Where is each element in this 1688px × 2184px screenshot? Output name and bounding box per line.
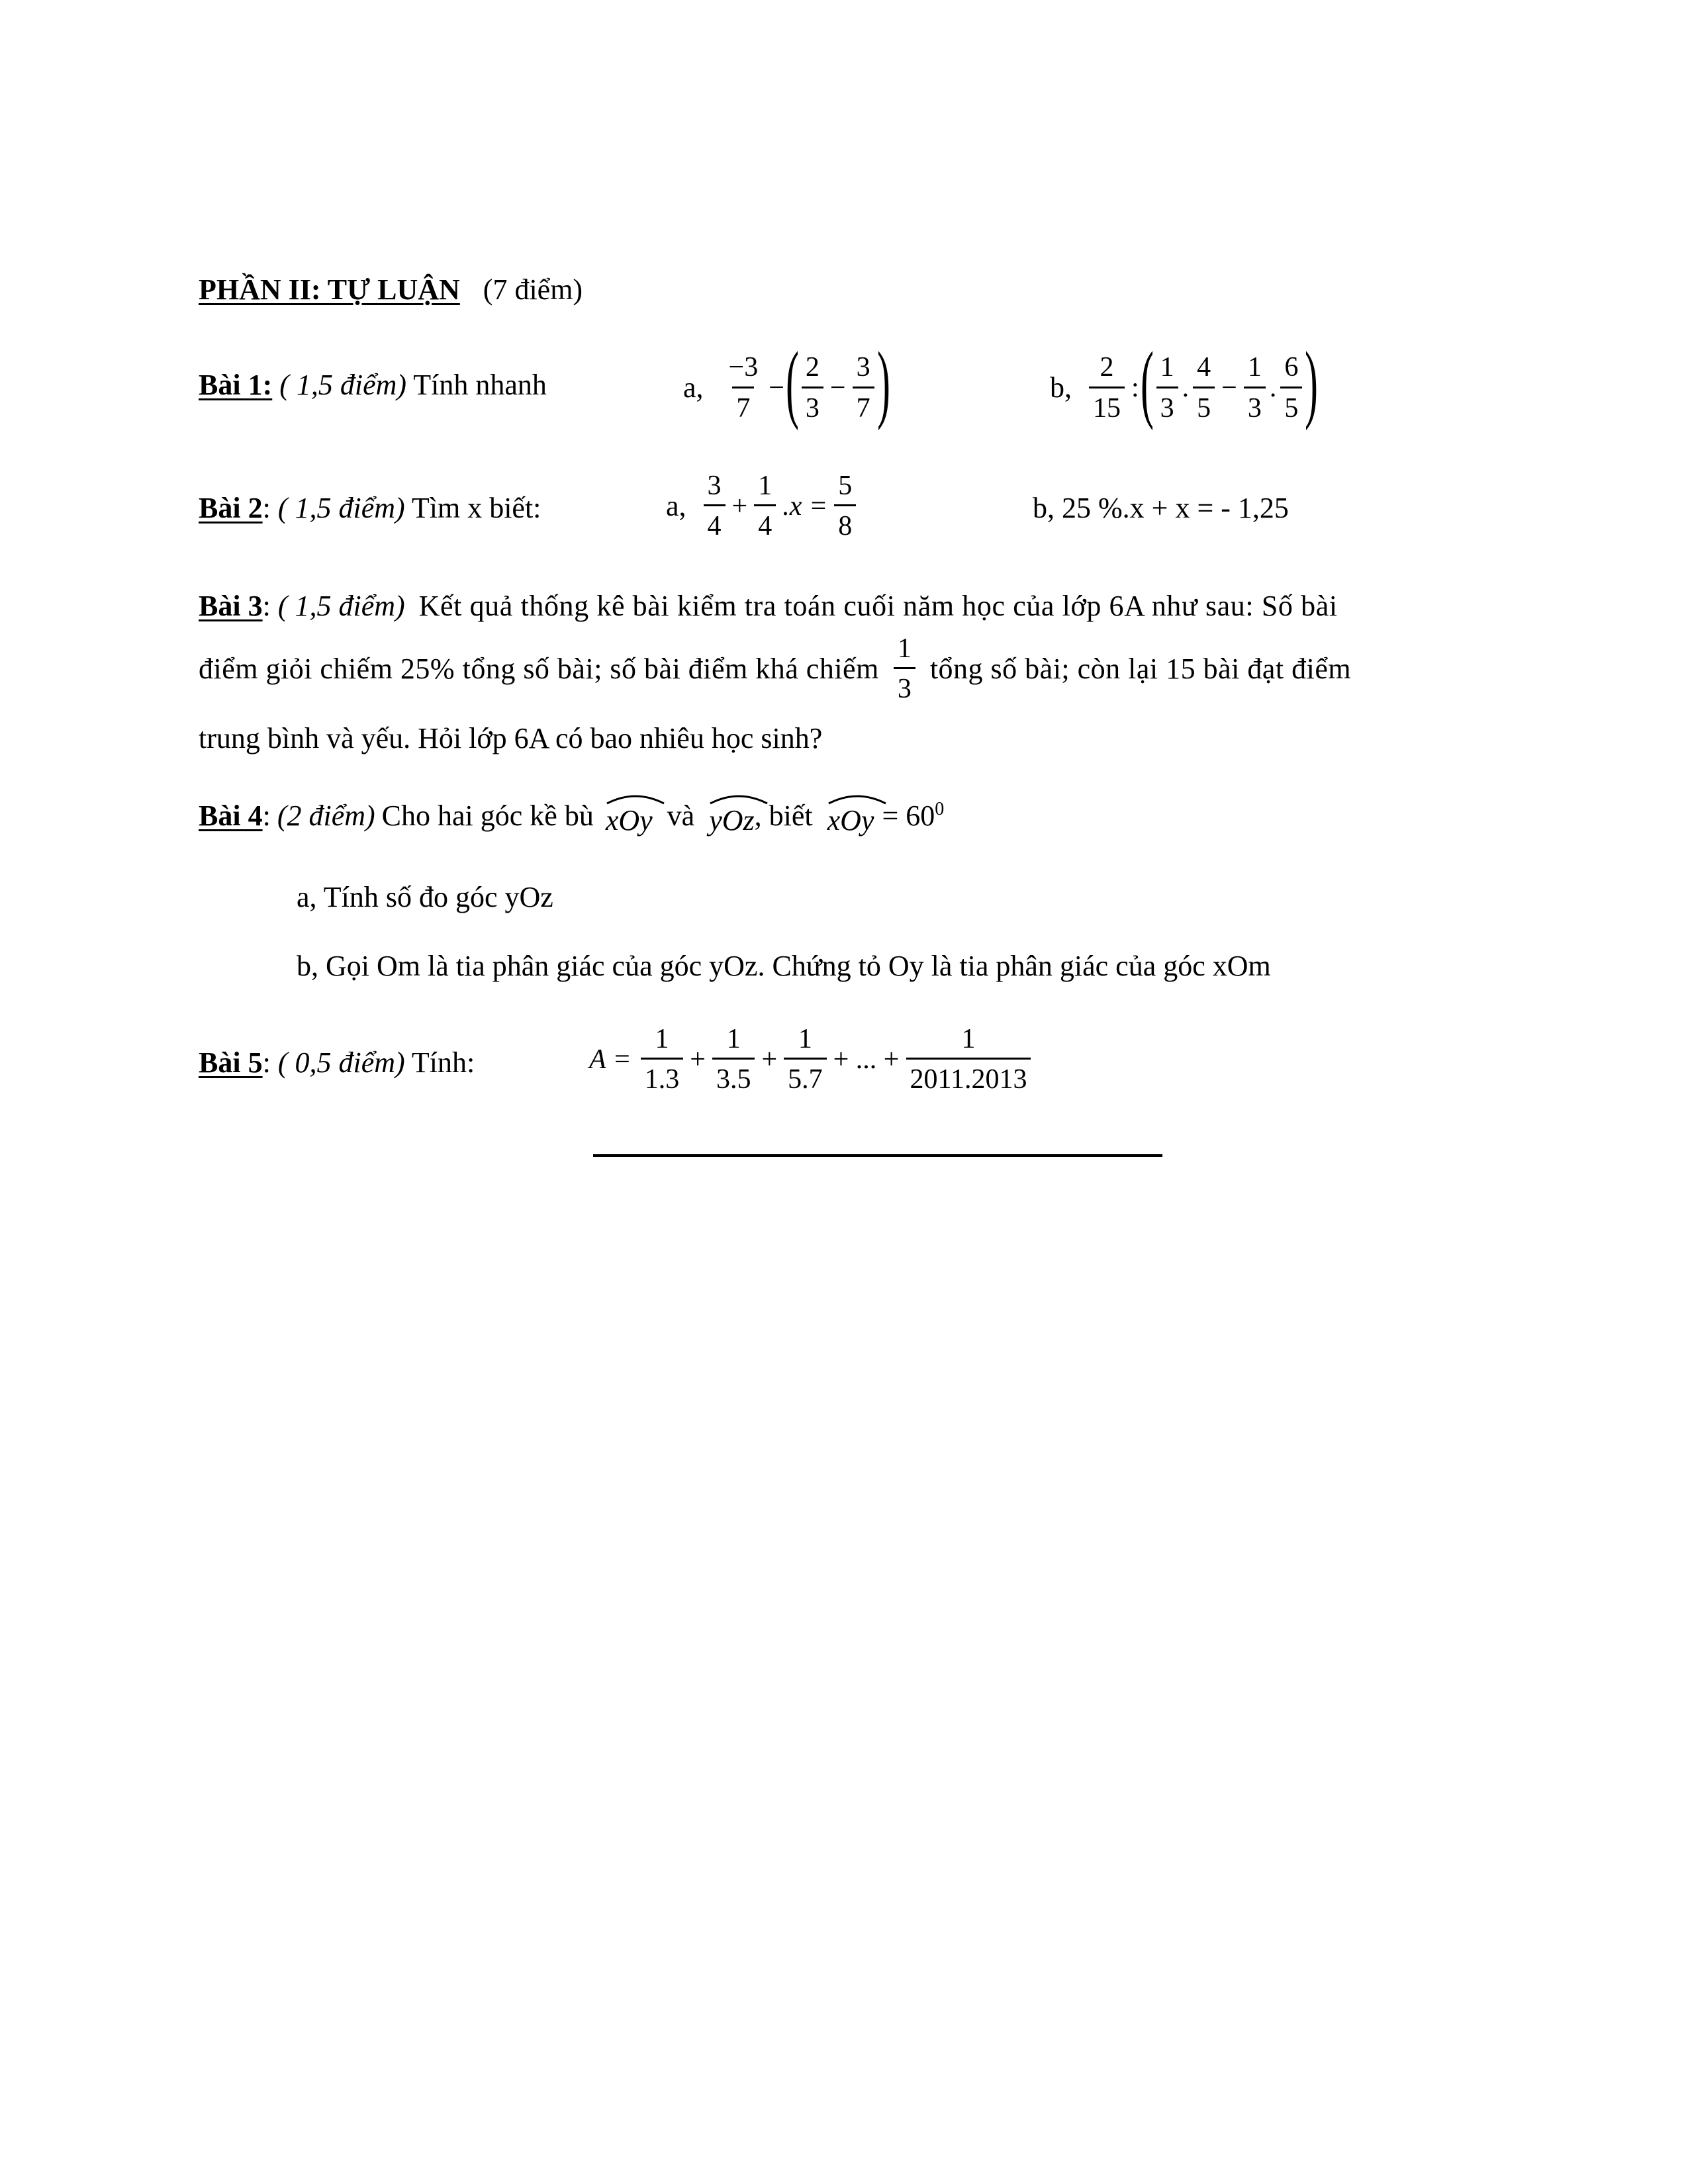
- fraction: $\frac{2}{3}$: [802, 353, 823, 422]
- fraction: $\frac{1}{3.5}$: [712, 1024, 755, 1094]
- problem-1-task: Tính nhanh: [413, 369, 547, 401]
- fraction: $\frac{1}{3}$: [1156, 353, 1178, 422]
- section-points: (7 điểm): [483, 273, 583, 306]
- end-divider: [593, 1154, 1162, 1157]
- problem-3-line-2: [199, 634, 1351, 704]
- fraction: $\frac{2}{15}$: [1089, 353, 1125, 422]
- problem-1b-label: b,: [1050, 371, 1072, 404]
- angle-hat-icon: [709, 792, 769, 805]
- fraction: $\frac{3}{7}$: [853, 353, 874, 422]
- angle-hat-icon: [827, 792, 887, 805]
- section-heading: [199, 275, 583, 304]
- problem-4-text-2: , biết: [754, 799, 813, 832]
- fraction: $\frac{1}{5.7}$: [784, 1024, 827, 1094]
- fraction: $\frac{-3}{7}$: [728, 352, 759, 424]
- problem-2-task: Tìm x biết:: [411, 492, 541, 524]
- problem-2b-expression: b, 25 %.x + x = - 1,25: [1033, 492, 1289, 524]
- angle-hat-icon: [606, 792, 665, 805]
- problem-3-line-1: Bài 3: ( 1,5 điểm) Kết quả thống kê bài kiểm tra toán cuối năm học của lớp 6A như sau: Số bài: [199, 590, 1338, 622]
- degree-symbol: 0: [935, 798, 945, 819]
- problem-3-points: ( 1,5 điểm): [277, 590, 405, 622]
- problem-5-lhs: A =: [589, 1044, 632, 1075]
- problem-3-text-2a: điểm giỏi chiếm 25% tổng số bài; số bài điểm khá chiếm: [199, 653, 879, 686]
- fraction: $\frac{3}{4}$: [704, 471, 726, 541]
- angle-yoz: yOz: [709, 794, 754, 837]
- problem-3-label: Bài 3: [199, 590, 263, 622]
- fraction: $\frac{1}{2011.2013}$: [906, 1024, 1031, 1094]
- problem-4-heading: Bài 4 : (2 điểm) Cho hai góc kề bù xOy và yOz , biết xOy = 60 $^0$: [199, 794, 944, 837]
- problem-2-points: ( 1,5 điểm): [277, 492, 405, 524]
- problem-4-label: Bài 4: [199, 799, 263, 832]
- problem-4-equals: = 60: [882, 799, 935, 832]
- fraction: $\frac{6}{5}$: [1280, 353, 1302, 422]
- problem-1-points: ( 1,5 điểm): [279, 369, 407, 401]
- problem-2-label: Bài 2: [199, 492, 263, 524]
- angle-xoy-given: xOy: [827, 794, 874, 837]
- problem-3-line-3: trung bình và yếu. Hỏi lớp 6A có bao nhiêu học sinh?: [199, 722, 823, 754]
- problem-3-text-2b: tổng số bài; còn lại 15 bài đạt điểm: [929, 653, 1352, 686]
- fraction: $\frac{1}{1.3}$: [641, 1024, 684, 1094]
- problem-4-sub-b: b, Gọi Om là tia phân giác của góc yOz. Chứng tỏ Oy là tia phân giác của góc xOm: [297, 950, 1271, 982]
- problem-5-points: ( 0,5 điểm): [277, 1046, 405, 1079]
- problem-4-and: và: [667, 799, 695, 832]
- problem-5-expression: A = $\frac{1}{1.3}$ + $\frac{1}{3.5}$ + $\frac{1}{5.7}$ + ... + $\frac{1}{2011.2013}$: [586, 1024, 1035, 1094]
- fraction: $\frac{1}{3}$: [1244, 353, 1266, 422]
- problem-5-heading: Bài 5: ( 0,5 điểm) Tính:: [199, 1046, 475, 1079]
- problem-2-heading: Bài 2: ( 1,5 điểm) Tìm x biết:: [199, 492, 541, 524]
- problem-2a-expression: a, $\frac{3}{4}$ + $\frac{1}{4}$ .x = $\frac{5}{8}$: [666, 471, 860, 541]
- angle-xoy: xOy: [606, 794, 653, 837]
- fraction: $\frac{1}{4}$: [754, 471, 776, 541]
- problem-1a-expression: a, $\frac{-3}{7}$ − ( $\frac{2}{3}$ − $\frac{3}{7}$ ): [683, 334, 890, 431]
- fraction: $\frac{4}{5}$: [1193, 353, 1215, 422]
- section-title: PHẦN II: TỰ LUẬN: [199, 273, 460, 306]
- fraction: $\frac{5}{8}$: [834, 471, 856, 541]
- problem-2a-label: a,: [666, 489, 686, 522]
- problem-1a-label: a,: [683, 371, 704, 404]
- problem-1-heading: [199, 371, 547, 400]
- problem-5-label: Bài 5: [199, 1046, 263, 1079]
- problem-1-label: Bài 1:: [199, 369, 273, 401]
- problem-4-sub-a: a, Tính số đo góc yOz: [297, 881, 553, 913]
- problem-1b-expression: b, $\frac{2}{15}$ : ( $\frac{1}{3}$ . $\frac{4}{5}$ − $\frac{1}{3}$ . $\frac{6}{5}$ ): [1050, 334, 1319, 431]
- problem-5-task: Tính:: [411, 1046, 475, 1079]
- problem-3-text-1: Kết quả thống kê bài kiểm tra toán cuối năm học của lớp 6A như sau: Số bài: [418, 590, 1338, 622]
- problem-4-points: (2 điểm): [277, 799, 375, 832]
- problem-4-text-1: Cho hai góc kề bù: [381, 799, 594, 832]
- fraction: $\frac{1}{3}$: [894, 634, 915, 704]
